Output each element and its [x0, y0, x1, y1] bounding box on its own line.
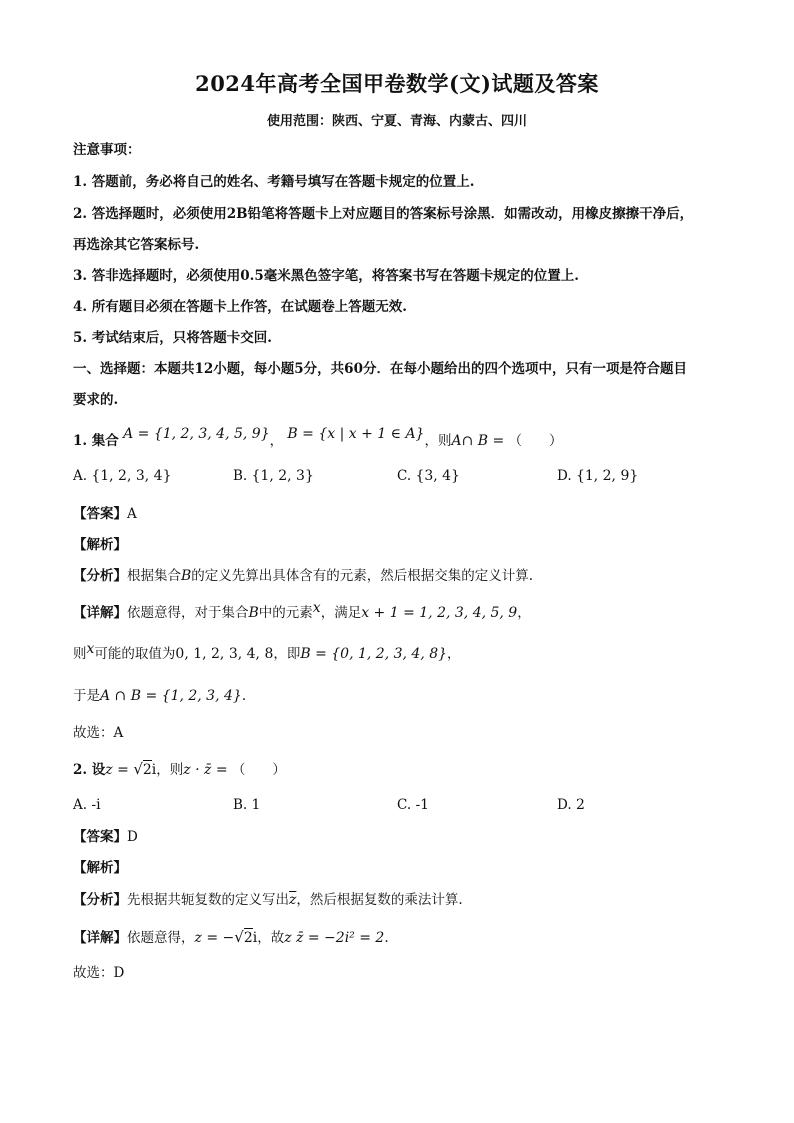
- option-value: 1: [251, 797, 261, 813]
- text: ，满足: [320, 605, 362, 621]
- answer-value: D: [127, 829, 138, 845]
- notice-item-3: 3. 答非选择题时，必须使用0.5毫米黑色签字笔，将答案书写在答题卡规定的位置上.: [73, 268, 579, 284]
- q1-fenxi: [73, 567, 533, 585]
- page-title: 2024年高考全国甲卷数学(文)试题及答案: [195, 71, 599, 96]
- then-text: ，则: [156, 762, 184, 778]
- text: ，故: [257, 930, 285, 946]
- separator: ，: [269, 433, 284, 449]
- text: 可能的取值为: [94, 646, 176, 662]
- text: 依题意得，: [127, 930, 195, 946]
- q2-option-a: [73, 796, 101, 814]
- math-formula: z z̄ = −2i² = 2: [284, 930, 385, 946]
- q1-detail: [73, 600, 531, 622]
- option-label: C.: [397, 797, 412, 813]
- q2-choose: 故选：D: [73, 965, 125, 981]
- q1-detail-line3: [73, 687, 246, 705]
- math-formula: x + 1 = 1, 2, 3, 4, 5, 9: [361, 605, 518, 621]
- q2-option-d: [557, 796, 585, 814]
- q1-option-b: [233, 467, 314, 485]
- text: 中的元素: [258, 605, 313, 621]
- fenxi-tag: 【分析】: [73, 568, 127, 584]
- intersection-expr: A∩ B =: [451, 433, 505, 449]
- answer-tag: 【答案】: [73, 506, 127, 522]
- text: ，: [517, 605, 531, 621]
- text: ，然后根据复数的乘法计算.: [296, 892, 463, 908]
- notice-item-2-cont: 再选涂其它答案标号.: [73, 237, 200, 253]
- math-conjugate: $\overline{z}$: [289, 892, 297, 908]
- q1-option-d: [557, 467, 638, 485]
- q2-option-b: [233, 796, 260, 814]
- q2-analysis-tag: 【解析】: [73, 860, 127, 876]
- option-label: A.: [73, 468, 88, 484]
- math-formula: B = {0, 1, 2, 3, 4, 8}: [300, 646, 448, 662]
- imag-unit: i: [151, 762, 157, 778]
- q2-option-c: [397, 796, 429, 814]
- answer-tag: 【答案】: [73, 829, 127, 845]
- option-value: 2: [575, 797, 585, 813]
- q1-answer: [73, 505, 137, 523]
- q1-option-a: [73, 467, 172, 485]
- option-value: {1, 2, 3}: [251, 468, 314, 484]
- answer-paren: （ ）: [508, 433, 563, 449]
- section-heading: 一、选择题：本题共12小题，每小题5分，共60分．在每小题给出的四个选项中，只有一项是符合题目: [73, 361, 687, 377]
- q1-analysis-tag: 【解析】: [73, 537, 127, 553]
- option-value: -1: [415, 797, 430, 813]
- answer-value: A: [127, 506, 137, 522]
- math-formula: 0, 1, 2, 3, 4, 8: [175, 646, 274, 662]
- math-var: B: [248, 605, 259, 621]
- text: 于是: [73, 688, 100, 704]
- text: 则: [73, 646, 87, 662]
- product-expr: z · z̄ =: [183, 762, 228, 778]
- set-b-formula: B = {x | x + 1 ∈ A}: [287, 426, 425, 442]
- sqrt-radicand: 2: [243, 930, 253, 946]
- q2-answer: [73, 828, 138, 846]
- section-heading-cont: 要求的.: [73, 392, 119, 408]
- text: 根据集合: [127, 568, 181, 584]
- option-label: D.: [557, 797, 572, 813]
- math-formula: A ∩ B = {1, 2, 3, 4}: [100, 688, 242, 704]
- text: 先根据共轭复数的定义写出: [127, 892, 289, 908]
- question-2-stem: 2. 设z = √2i，则z · z̄ = （ ）: [73, 760, 286, 778]
- math-formula: z = −: [194, 930, 235, 946]
- answer-paren: （ ）: [231, 762, 286, 778]
- option-label: B.: [233, 797, 248, 813]
- question-2-number: 2. 设: [73, 762, 106, 778]
- option-label: A.: [73, 797, 88, 813]
- detail-tag: 【详解】: [73, 930, 127, 946]
- text: ，: [447, 646, 461, 662]
- q1-choose: 故选：A: [73, 725, 124, 741]
- notice-item-2: 2. 答选择题时，必须使用2B铅笔将答题卡上对应题目的答案标号涂黑．如需改动，用橡皮擦擦干净后，: [73, 206, 694, 222]
- option-value: {1, 2, 3, 4}: [91, 468, 172, 484]
- q1-option-c: [397, 467, 460, 485]
- set-a-formula: A = {1, 2, 3, 4, 5, 9}: [123, 426, 270, 442]
- option-label: B.: [233, 468, 248, 484]
- text: 的定义先算出具体含有的元素，然后根据交集的定义计算.: [191, 568, 534, 584]
- option-value: {3, 4}: [415, 468, 460, 484]
- text: ，即: [273, 646, 301, 662]
- notice-item-4: 4. 所有题目必须在答题卡上作答，在试题卷上答题无效.: [73, 299, 407, 315]
- page-subtitle: 使用范围：陕西、宁夏、青海、内蒙古、四川: [266, 114, 527, 129]
- z-def: z =: [105, 762, 134, 778]
- math-var: x: [312, 600, 321, 616]
- imag-unit: i: [252, 930, 258, 946]
- q2-detail: 【详解】依题意得，z = −√2i，故z z̄ = −2i² = 2.: [73, 928, 389, 946]
- math-var: B: [181, 568, 192, 584]
- text: .: [384, 930, 389, 946]
- option-value: -i: [91, 797, 101, 813]
- fenxi-tag: 【分析】: [73, 892, 127, 908]
- text: 依题意得，对于集合: [127, 605, 249, 621]
- option-label: D.: [557, 468, 572, 484]
- option-value: {1, 2, 9}: [575, 468, 639, 484]
- sqrt-radicand: 2: [142, 762, 152, 778]
- notice-item-5: 5. 考试结束后，只将答题卡交回.: [73, 330, 272, 346]
- q2-fenxi: [73, 891, 463, 909]
- then-text: ，则: [424, 433, 452, 449]
- q1-detail-line2: [73, 641, 461, 663]
- question-1-number: 1. 集合: [73, 433, 119, 449]
- math-var: x: [86, 641, 95, 657]
- detail-tag: 【详解】: [73, 605, 127, 621]
- question-1-stem: [73, 426, 563, 450]
- text: .: [241, 688, 247, 704]
- notice-header: 注意事项：: [73, 142, 141, 158]
- option-label: C.: [397, 468, 412, 484]
- notice-item-1: 1. 答题前，务必将自己的姓名、考籍号填写在答题卡规定的位置上.: [73, 174, 475, 190]
